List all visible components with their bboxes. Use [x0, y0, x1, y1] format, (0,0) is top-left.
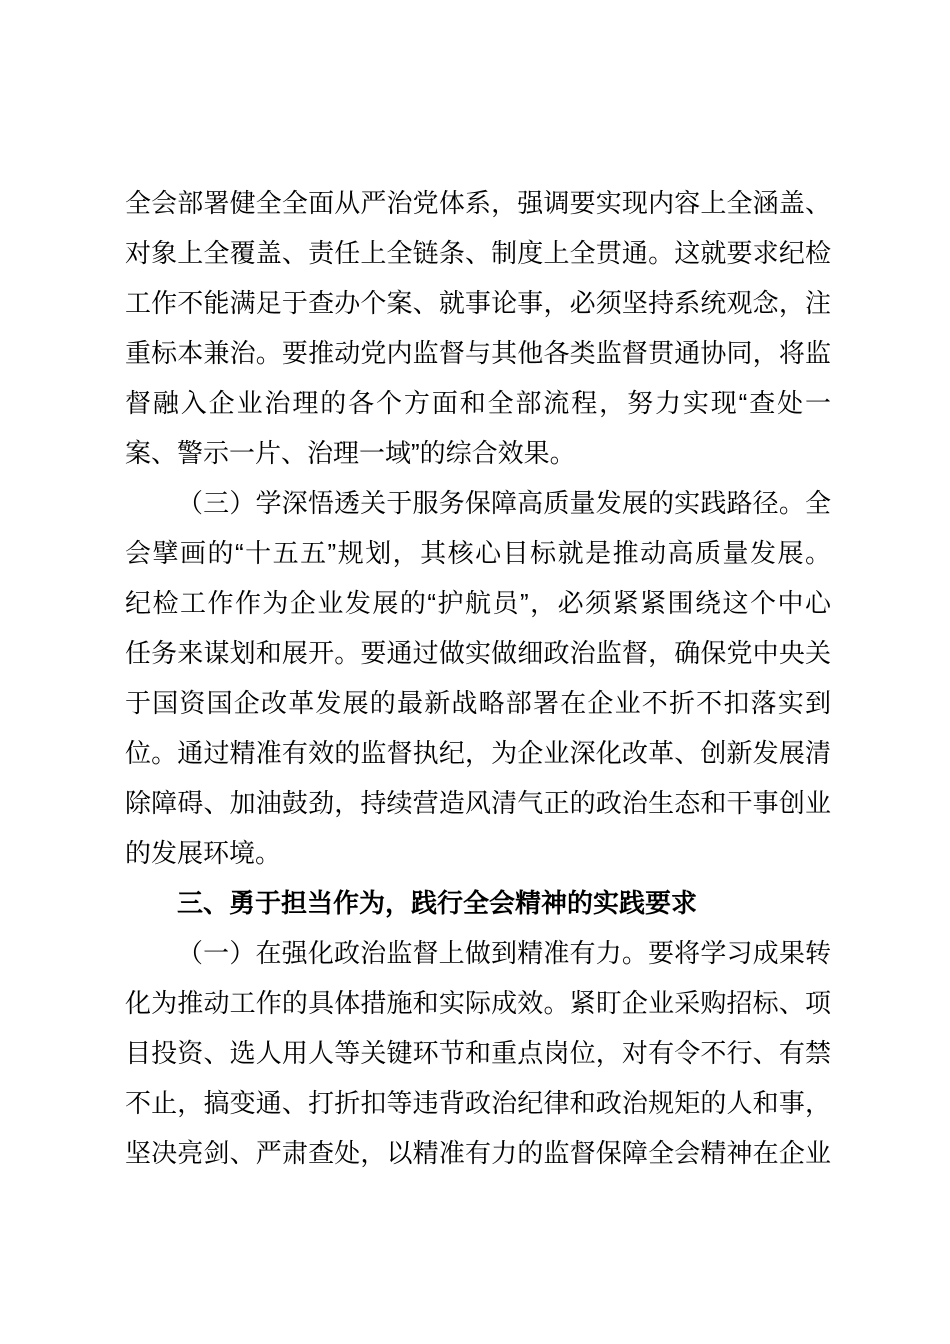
text-line: （三）学深悟透关于服务保障高质量发展的实践路径。全	[177, 488, 831, 518]
paragraph-item-3	[125, 478, 831, 878]
text-line: 坚决亮剑、严肃查处，以精准有力的监督保障全会精神在企业	[125, 1138, 831, 1168]
text-line: 的发展环境。	[125, 838, 282, 868]
text-line: 重标本兼治。要推动党内监督与其他各类监督贯通协同，将监	[125, 338, 831, 368]
text-line: 工作不能满足于查办个案、就事论事，必须坚持系统观念，注	[125, 288, 831, 318]
text-line: 全会部署健全全面从严治党体系，强调要实现内容上全涵盖、	[125, 188, 831, 218]
text-line: 对象上全覆盖、责任上全链条、制度上全贯通。这就要求纪检	[125, 238, 831, 268]
paragraph-item-1	[125, 928, 831, 1178]
text-line: 案、警示一片、治理一域”的综合效果。	[125, 438, 576, 468]
text-line: 纪检工作作为企业发展的“护航员”，必须紧紧围绕这个中心	[125, 588, 831, 618]
text-line: 督融入企业治理的各个方面和全部流程，努力实现“查处一	[125, 388, 831, 418]
text-line: 位。通过精准有效的监督执纪，为企业深化改革、创新发展清	[125, 738, 831, 768]
text-line: 会擘画的“十五五”规划，其核心目标就是推动高质量发展。	[125, 538, 831, 568]
document-body	[125, 178, 831, 1178]
paragraph-continuation	[125, 178, 831, 478]
text-line: 不止，搞变通、打折扣等违背政治纪律和政治规矩的人和事，	[125, 1088, 831, 1118]
text-line: 除障碍、加油鼓劲，持续营造风清气正的政治生态和干事创业	[125, 788, 831, 818]
section-heading	[125, 878, 831, 928]
text-line: 于国资国企改革发展的最新战略部署在企业不折不扣落实到	[125, 688, 831, 718]
text-line: （一）在强化政治监督上做到精准有力。要将学习成果转	[177, 938, 831, 968]
text-line: 目投资、选人用人等关键环节和重点岗位，对有令不行、有禁	[125, 1038, 831, 1068]
text-line: 化为推动工作的具体措施和实际成效。紧盯企业采购招标、项	[125, 988, 831, 1018]
section-heading-text: 三、勇于担当作为，践行全会精神的实践要求	[177, 888, 698, 918]
text-line: 任务来谋划和展开。要通过做实做细政治监督，确保党中央关	[125, 638, 831, 668]
